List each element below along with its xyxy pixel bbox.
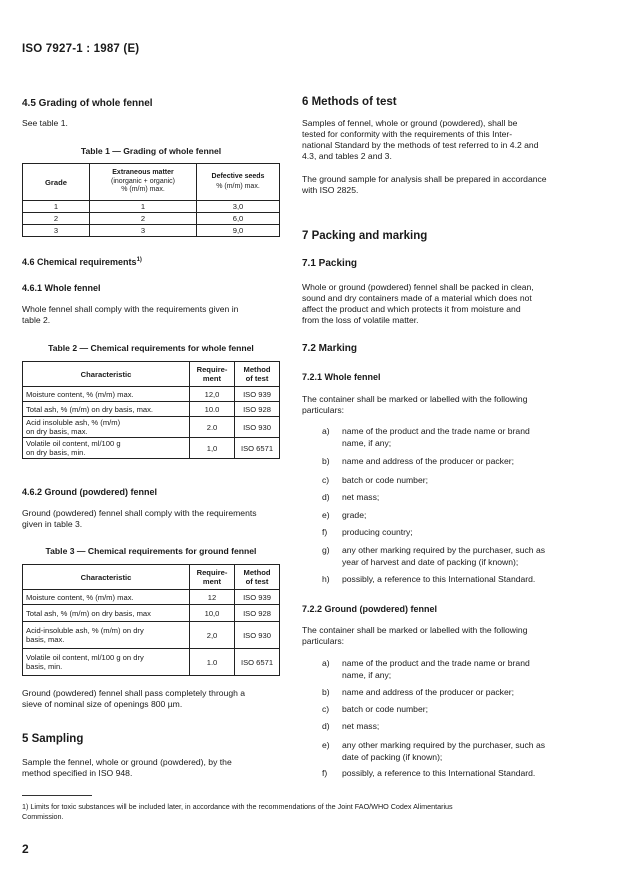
section-7-1-heading: 7.1 Packing	[302, 258, 358, 269]
section-7-2-2-heading: 7.2.2 Ground (powdered) fennel	[302, 604, 438, 614]
list-item-label: a)	[322, 658, 330, 668]
list-item-label: g)	[322, 545, 330, 555]
table-3-cell: ISO 928	[235, 605, 280, 622]
table-1-cell: 3	[23, 225, 90, 237]
list-item-text	[342, 426, 597, 449]
table-3-header-requirement	[190, 565, 235, 590]
section-6-heading: 6 Methods of test	[302, 96, 397, 108]
table-3-cell: ISO 930	[235, 622, 280, 649]
table-3-cell: 2,0	[190, 622, 235, 649]
table-2-cell-b: on dry basis, min.	[26, 448, 86, 457]
list-item-line1: grade;	[342, 510, 367, 520]
list-item-label: b)	[322, 456, 330, 466]
section-6-line5: The ground sample for analysis shall be prepared in accordance	[302, 174, 547, 184]
footnote-line2: Commission.	[22, 812, 64, 821]
section-4-6-2-heading: 4.6.2 Ground (powdered) fennel	[22, 487, 158, 497]
list-item-label: e)	[322, 510, 330, 520]
list-item-line2: name, if any;	[342, 669, 392, 680]
table-3-h-req2: ment	[202, 577, 222, 586]
section-7-2-1-line1: The container shall be marked or labelled with the following	[302, 394, 528, 404]
list-item-line1: net mass;	[342, 492, 380, 502]
section-6-line1: Samples of fennel, whole or ground (powdered), shall be	[302, 118, 518, 128]
table-1-header-defective	[197, 164, 280, 201]
section-5-heading: 5 Sampling	[22, 733, 84, 745]
table-2-header-requirement	[190, 362, 235, 387]
section-7-2-2-line1: The container shall be marked or labelled with the following	[302, 625, 528, 635]
table-3-cell: 10,0	[190, 605, 235, 622]
table-1-cell: 2	[23, 213, 90, 225]
table-2-cell-b: on dry basis, max.	[26, 427, 88, 436]
table-1-header-ds-title: Defective seeds	[211, 173, 265, 180]
list-item-text	[342, 740, 597, 763]
table-1-header-em-sub: (inorganic + organic)	[110, 177, 175, 185]
table-1	[22, 163, 280, 237]
table-3-cell: Moisture content, % (m/m) max.	[23, 590, 190, 605]
table-2-cell	[23, 438, 190, 459]
section-7-2-1-heading: 7.2.1 Whole fennel	[302, 372, 381, 382]
list-item-line1: any other marking required by the purchaser, such as	[342, 740, 546, 750]
list-item-label: h)	[322, 574, 330, 584]
table-3-cell-b: basis, min.	[26, 662, 63, 671]
section-7-heading: 7 Packing and marking	[302, 230, 428, 242]
section-4-6-2-line2: given in table 3.	[22, 519, 83, 529]
table-3-cell: ISO 6571	[235, 649, 280, 676]
page-number: 2	[22, 842, 29, 856]
section-4-6-title: 4.6 Chemical requirements	[22, 257, 137, 267]
table-3-cell-a: Acid-insoluble ash, % (m/m) on dry	[26, 626, 144, 635]
list-item-label: f)	[322, 527, 328, 537]
table-3	[22, 564, 280, 676]
section-4-6-2-line1: Ground (powdered) fennel shall comply with the requirements	[22, 508, 257, 518]
list-item-line1: name of the product and the trade name or brand	[342, 426, 530, 436]
table-3-cell: Total ash, % (m/m) on dry basis, max	[23, 605, 190, 622]
list-item-label: e)	[322, 740, 330, 750]
table-2-cell-a: Volatile oil content, ml/100 g	[26, 439, 121, 448]
section-6-line3: national Standard by the methods of test referred to in 4.2 and	[302, 140, 539, 150]
list-item-line1: batch or code number;	[342, 475, 428, 485]
table-1-cell: 6,0	[197, 213, 280, 225]
section-5-line1: Sample the fennel, whole or ground (powdered), by the	[22, 757, 232, 767]
table-1-header-grade: Grade	[23, 164, 90, 201]
sieve-line1: Ground (powdered) fennel shall pass completely through a	[22, 688, 246, 698]
list-item-line2: date of packing (if known);	[342, 751, 443, 762]
list-item-label: c)	[322, 475, 330, 485]
table-3-h-meth1: Method	[243, 568, 271, 577]
table-1-cell: 3,0	[197, 201, 280, 213]
table-1-header-em-unit: % (m/m) max.	[121, 186, 165, 194]
table-2-header-method	[235, 362, 280, 387]
table-3-cell: 12	[190, 590, 235, 605]
list-item-line1: possibly, a reference to this International Standard.	[342, 574, 536, 584]
list-item-line1: name and address of the producer or packer;	[342, 687, 514, 697]
list-item-line1: producing country;	[342, 527, 413, 537]
list-item-line1: possibly, a reference to this International Standard.	[342, 768, 536, 778]
footnote-ref: 1)	[136, 257, 142, 263]
list-item-label: f)	[322, 768, 328, 778]
document-id: ISO 7927-1 : 1987 (E)	[22, 43, 140, 55]
section-7-1-line3: affect the product and which protects it from moisture and	[302, 304, 521, 314]
table-2-cell: ISO 930	[235, 417, 280, 438]
list-item-line2: year of harvest and date of packing (if known);	[342, 556, 519, 567]
table-2-cell	[23, 417, 190, 438]
list-item-line1: any other marking required by the purchaser, such as	[342, 545, 546, 555]
section-6-line4: 4.3, and tables 2 and 3.	[302, 151, 392, 161]
table-1-header-ds-unit: % (m/m) max.	[216, 183, 260, 190]
sieve-line2: sieve of nominal size of openings 800 µm.	[22, 699, 183, 709]
section-4-5-heading: 4.5 Grading of whole fennel	[22, 98, 153, 109]
list-item-text	[342, 658, 597, 681]
table-1-caption: Table 1 — Grading of whole fennel	[80, 146, 222, 156]
list-item-line1: net mass;	[342, 721, 380, 731]
list-item-label: c)	[322, 704, 330, 714]
table-2-h-req2: ment	[202, 374, 222, 383]
table-3-cell: ISO 939	[235, 590, 280, 605]
table-3-cell-b: basis, max.	[26, 635, 65, 644]
section-7-2-2-line2: particulars:	[302, 636, 345, 646]
list-item-label: d)	[322, 721, 330, 731]
section-6-line6: with ISO 2825.	[302, 185, 359, 195]
table-2-cell: 10.0	[190, 402, 235, 417]
table-3-caption: Table 3 — Chemical requirements for ground fennel	[45, 546, 257, 556]
list-item-line1: name and address of the producer or packer;	[342, 456, 514, 466]
section-7-1-line4: from the loss of volatile matter.	[302, 315, 419, 325]
table-2-cell: 12,0	[190, 387, 235, 402]
section-7-2-heading: 7.2 Marking	[302, 343, 358, 354]
table-3-cell	[23, 622, 190, 649]
list-item-text	[342, 545, 597, 568]
table-2-cell: Total ash, % (m/m) on dry basis, max.	[23, 402, 190, 417]
section-4-6-heading	[22, 257, 142, 267]
table-2-caption: Table 2 — Chemical requirements for whole fennel	[48, 343, 254, 353]
list-item-label: a)	[322, 426, 330, 436]
table-2-h-meth1: Method	[243, 365, 271, 374]
table-2	[22, 361, 280, 459]
footnote-divider	[22, 795, 92, 796]
table-1-header-extraneous	[90, 164, 197, 201]
table-1-cell: 3	[90, 225, 197, 237]
list-item-label: b)	[322, 687, 330, 697]
table-3-h-meth2: of test	[245, 577, 269, 586]
section-4-6-1-line2: table 2.	[22, 315, 51, 325]
section-4-6-1-line1: Whole fennel shall comply with the requirements given in	[22, 304, 239, 314]
table-3-cell-a: Volatile oil content, ml/100 g on dry	[26, 653, 144, 662]
section-6-line2: tested for conformity with the requirements of this Inter-	[302, 129, 513, 139]
table-2-cell: Moisture content, % (m/m) max.	[23, 387, 190, 402]
table-2-cell: ISO 928	[235, 402, 280, 417]
list-item-label: d)	[322, 492, 330, 502]
table-2-header-characteristic: Characteristic	[23, 362, 190, 387]
section-7-1-line1: Whole or ground (powdered) fennel shall be packed in clean,	[302, 282, 534, 292]
list-item-line2: name, if any;	[342, 437, 392, 448]
table-3-header-characteristic: Characteristic	[23, 565, 190, 590]
table-3-h-req1: Require-	[196, 568, 228, 577]
table-2-cell-a: Acid insoluble ash, % (m/m)	[26, 418, 121, 427]
table-2-cell: 1,0	[190, 438, 235, 459]
table-1-cell: 1	[90, 201, 197, 213]
table-1-cell: 9,0	[197, 225, 280, 237]
table-2-cell: 2.0	[190, 417, 235, 438]
table-2-cell: ISO 6571	[235, 438, 280, 459]
section-7-1-line2: sound and dry containers made of a material which does not	[302, 293, 532, 303]
list-item-line1: batch or code number;	[342, 704, 428, 714]
section-4-5-text: See table 1.	[22, 118, 68, 128]
table-2-h-meth2: of test	[245, 374, 269, 383]
table-1-header-em-title: Extraneous matter	[112, 169, 174, 177]
footnote-line1: 1) Limits for toxic substances will be included later, in accordance with the recommendations of the Joint FAO/WHO Codex Alimentarius	[22, 802, 453, 811]
section-7-2-1-line2: particulars:	[302, 405, 345, 415]
list-item-line1: name of the product and the trade name or brand	[342, 658, 530, 668]
table-3-cell: 1.0	[190, 649, 235, 676]
table-3-header-method	[235, 565, 280, 590]
table-3-cell	[23, 649, 190, 676]
table-1-cell: 1	[23, 201, 90, 213]
table-2-h-req1: Require-	[196, 365, 228, 374]
section-4-6-1-heading: 4.6.1 Whole fennel	[22, 283, 101, 293]
section-5-line2: method specified in ISO 948.	[22, 768, 133, 778]
table-2-cell: ISO 939	[235, 387, 280, 402]
table-1-cell: 2	[90, 213, 197, 225]
